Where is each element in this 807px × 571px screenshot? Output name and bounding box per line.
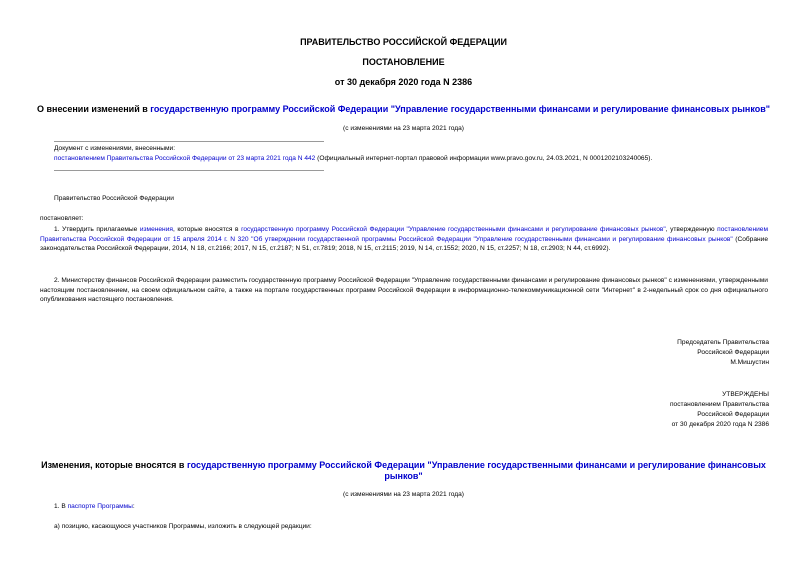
item-1 xyxy=(54,502,135,512)
changes-decree-link[interactable]: постановлением Правительства Российской Федерации от 23 марта 2021 года N 442 xyxy=(54,155,316,162)
changes-reference xyxy=(54,154,774,164)
changes-top-divider xyxy=(54,141,324,142)
document-title xyxy=(0,104,807,115)
p1-text-1: 1. Утвердить прилагаемые xyxy=(54,226,140,233)
changes-bottom-divider xyxy=(54,170,324,171)
changes-title xyxy=(40,460,767,482)
item-1-suffix: : xyxy=(132,503,135,510)
approval-title: УТВЕРЖДЕНЫ xyxy=(722,391,769,398)
signature-country: Российской Федерации xyxy=(697,349,769,356)
government-subject: Правительство Российской Федерации xyxy=(54,195,174,202)
p1-changes-link[interactable]: изменения xyxy=(139,226,173,233)
document-type: ПОСТАНОВЛЕНИЕ xyxy=(362,57,445,67)
p1-text-2: , которые вносятся в xyxy=(172,226,242,233)
signature-position: Председатель Правительства xyxy=(677,339,769,346)
p1-text-4: (Собрание законодательства Российской Федерации, 2014, N 18, ст.2166; 2017, N 15, ст.2187; N 51, ст.7819; 2018, N 15, ст.2115; 2019, N 14, ст.1552; 2020, N 15, ст.2257; N 18, ст.2903; N 44, ст.6992). xyxy=(40,235,769,253)
approval-block xyxy=(469,390,769,430)
approval-line-2: постановлением Правительства xyxy=(669,401,769,408)
item-a: а) позицию, касающуюся участников Программы, изложить в следующей редакции: xyxy=(54,523,312,530)
program-passport-link[interactable]: паспорте Программы xyxy=(67,503,133,510)
amendment-note-2: (с изменениями на 23 марта 2021 года) xyxy=(343,491,464,498)
amendment-note: (с изменениями на 23 марта 2021 года) xyxy=(343,125,464,132)
changes-label: Документ с изменениями, внесенными: xyxy=(54,145,176,152)
paragraph-2: 2. Министерству финансов Российской Федерации разместить государственную программу Российской Федерации "Управление государственными финансами и регулирование финансовых рынков" с изменениями, утвержденными настоящим постановлением, на своем официальном сайте, а также на портале государственных программ Российской Федерации в информационно-телекоммуникационной сети "Интернет" в 2-недельный срок со дня официального опубликования настоящего постановления. xyxy=(40,277,768,304)
changes-publication-info: (Официальный интернет-портал правовой информации www.pravo.gov.ru, 24.03.2021, N 0001202103240065). xyxy=(315,155,653,162)
item-1-prefix: 1. В xyxy=(54,503,68,510)
approval-date: от 30 декабря 2020 года N 2386 xyxy=(671,421,769,428)
government-name: ПРАВИТЕЛЬСТВО РОССИЙСКОЙ ФЕДЕРАЦИИ xyxy=(300,37,507,47)
p1-program-link[interactable]: государственную программу Российской Федерации "Управление государственными финансами и регулирование финансовых рынков" xyxy=(241,226,666,233)
p1-decree-link[interactable]: постановлением Правительства Российской Федерации от 15 апреля 2014 г. N 320 "Об утверждении государственной программы Российской Федерации "Управление государственными финансами и регулирование финансовых рынков" xyxy=(40,226,768,243)
approval-line-3: Российской Федерации xyxy=(697,411,769,418)
signature-name: М.Мишустин xyxy=(730,359,769,366)
p1-text-3: , утвержденную xyxy=(665,226,718,233)
decrees-word: постановляет: xyxy=(40,215,84,222)
title-program-link[interactable]: государственную программу Российской Федерации "Управление государственными финансами и регулирование финансовых рынков" xyxy=(150,104,771,114)
document-date: от 30 декабря 2020 года N 2386 xyxy=(334,77,473,87)
title-prefix: О внесении изменений в xyxy=(36,104,151,114)
changes-title-prefix: Изменения, которые вносятся в xyxy=(41,460,187,470)
changes-title-program-link[interactable]: государственную программу Российской Федерации "Управление государственными финансами и регулирование финансовых рынков" xyxy=(186,460,766,481)
paragraph-1 xyxy=(40,225,768,254)
signature-block xyxy=(469,338,769,368)
